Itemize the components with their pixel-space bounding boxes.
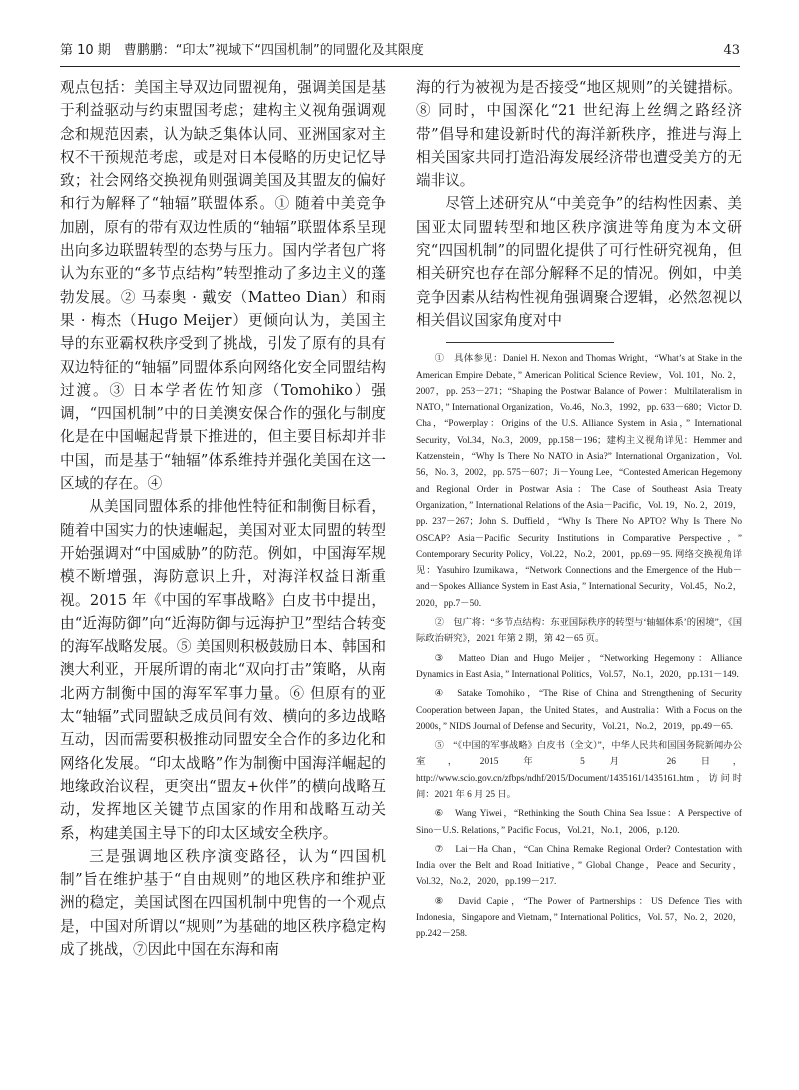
- footnote: ② 包广将：“多节点结构：东亚国际秩序的转型与‘轴辐体系’的困境”，《国际政治研究》，2021 年第 2 期，第 42－65 页。: [416, 618, 742, 645]
- running-header: [60, 40, 740, 62]
- body-paragraph: 尽管上述研究从“中美竞争”的结构性因素、美国亚太同盟转型和地区秩序演进等角度为本文研究“四国机制”的同盟化提供了可行性研究视角，但相关研究也存在部分解释不足的情况。例如，中美竞争因素从结构性视角强调聚合逻辑，必然忽视以相关倡议国家角度对中: [416, 195, 742, 329]
- footnote: ⑧ David Capie，“The Power of Partnerships：US Defence Ties with Indonesia，Singapore and Vietnam，” International Politics，Vol. 57，No. 2，2020，pp.242－258.: [416, 896, 742, 940]
- body-paragraph: 海的行为被视为是否接受“地区规则”的关键措标。⑧ 同时，中国深化“21 世纪海上丝绸之路经济带”倡导和建设新时代的海洋新秩序，推进与海上相关国家共同打造沿海发展经济带也遭受美方的无端非议。: [416, 79, 742, 190]
- footnotes: [416, 351, 742, 942]
- page-number: 43: [723, 43, 740, 58]
- footnote: ③ Matteo Dian and Hugo Meijer，“Networking Hegemony：Alliance Dynamics in East Asia，” International Politics，Vol.57，No.1，2020，pp.131－149.: [416, 653, 742, 680]
- footnote: ④ Satake Tomohiko，“The Rise of China and Strengthening of Security Cooperation between Japan，the United States，and Australia：With a Focus on the 2000s，” NIDS Journal of Defense and Security，Vol.21，No.2，2019，pp.49－65.: [416, 689, 742, 732]
- footnote: ⑤ “《中国的军事战略》白皮书（全文）”，中华人民共和国国务院新闻办公室，2015 年 5 月 26 日，http://www.scio.gov.cn/zfbps/ndhf/2015/Document/1435161/1435161.htm，访问时间：2021 年 6 月 25 日。: [416, 741, 742, 800]
- body-paragraph: 三是强调地区秩序演变路径，认为“四国机制”旨在维护基于“自由规则”的地区秩序和维护亚洲的稳定，美国试图在四国机制中兜售的一个观点是，中国对所谓以“规则”为基础的地区秩序稳定构成了挑战，⑦因此中国在东海和南: [60, 847, 386, 958]
- header-title: 第 10 期 曹鹏鹏：“印太”视域下“四国机制”的同盟化及其限度: [60, 43, 424, 58]
- left-column: [60, 76, 386, 961]
- footnote: ⑥ Wang Yiwei，“Rethinking the South China Sea Issue：A Perspective of Sino－U.S. Relations，” Pacific Focus，Vol.21，No.1，2006，p.120.: [416, 809, 742, 836]
- body-paragraph: 从美国同盟体系的排他性特征和制衡目标看，随着中国实力的快速崛起，美国对亚太同盟的转型开始强调对“中国威胁”的防范。例如，中国海军规模不断增强，海防意识上升，对海洋权益日渐重视。2015 年《中国的军事战略》白皮书中提出，由“近海防御”向“近海防御与远海护卫”型结合转变的海军战略发展。⑤ 美国则积极鼓励日本、韩国和澳大利亚，开展所谓的南北“双向打击”策略，从南北两方制衡中国的海军军事力量。⑥ 但原有的亚太“轴辐”式同盟缺乏成员间有效、横向的多边战略互动，因而需要积极推动同盟安全合作的多边化和网络化发展。“印太战略”作为制衡中国海洋崛起的地缘政治议程，更突出“盟友+伙伴”的横向战略互动，发挥地区关键节点国家的作用和战略互动关系，构建美国主导下的印太区域安全秩序。: [60, 498, 386, 842]
- footnote-rule: [446, 342, 614, 343]
- header-rule: [60, 66, 740, 67]
- body-paragraph: 观点包括：美国主导双边同盟视角，强调美国是基于利益驱动与约束盟国考虑；建构主义视角强调观念和规范因素，认为缺乏集体认同、亚洲国家对主权不干预规范考虑，或是对日本侵略的历史记忆导致；社会网络交换视角则强调美国及其盟友的偏好和行为解释了“轴辐”联盟体系。① 随着中美竞争加剧，原有的带有双边性质的“轴辐”联盟体系呈现出向多边联盟转型的态势与压力。国内学者包广将认为东亚的“多节点结构”转型推动了多边主义的蓬勃发展。② 马泰奥 · 戴安（Matteo Dian）和雨果 · 梅杰（Hugo Meijer）更倾向认为，美国主导的东亚霸权秩序受到了挑战，引发了原有的具有双边特征的“轴辐”同盟体系向网络化安全同盟结构过渡。③ 日本学者佐竹知彦（Tomohiko）强调，“四国机制”中的日美澳安保合作的强化与制度化是在中国崛起背景下推进的，但主要目标却并非中国，而是基于“轴辐”体系维持并强化美国在这一区域的存在。④: [60, 79, 386, 493]
- right-column: [416, 76, 742, 946]
- footnote: ⑦ Lai－Ha Chan，“Can China Remake Regional Order? Contestation with India over the Belt and Road Initiative，” Global Change，Peace and Security，Vol.32，No.2，2020，pp.199－217.: [416, 844, 742, 888]
- footnote: ① 具体参见：Daniel H. Nexon and Thomas Wright，“What’s at Stake in the American Empire Debate，” American Political Science Review，Vol. 101，No. 2，2007，pp. 253－271；“Shaping the Postwar Balance of Power：Multilateralism in NATO，” International Organization，Vo.46，No.3，1992，pp. 633－680；Victor D. Cha，“Powerplay：Origins of the U.S. Alliance System in Asia，” International Security，Vol.34，No.3，2009，pp.158－196；建构主义视角详见：Hemmer and Katzenstein，“Why Is There No NATO in Asia?” International Organization，Vol. 56，No. 3，2002，pp. 575－607；Ji－Young Lee，“Contested American Hegemony and Regional Order in Postwar Asia：The Case of Southeast Asia Treaty Organization，” International Relations of the Asia－Pacific，Vol. 19，No. 2，2019，pp. 237－267；John S. Duffield，“Why Is There No APTO? Why Is There No OSCAP? Asia－Pacific Security Institutions in Comparative Perspective，” Contemporary Security Policy，Vol.22，No.2，2001，pp.69－95. 网络交换视角详见：Yasuhiro Izumikawa，“Network Connections and the Emergence of the Hub－and－Spokes Alliance System in East Asia，” International Security，Vol.45，No.2，2020，pp.7－50.: [416, 354, 742, 609]
